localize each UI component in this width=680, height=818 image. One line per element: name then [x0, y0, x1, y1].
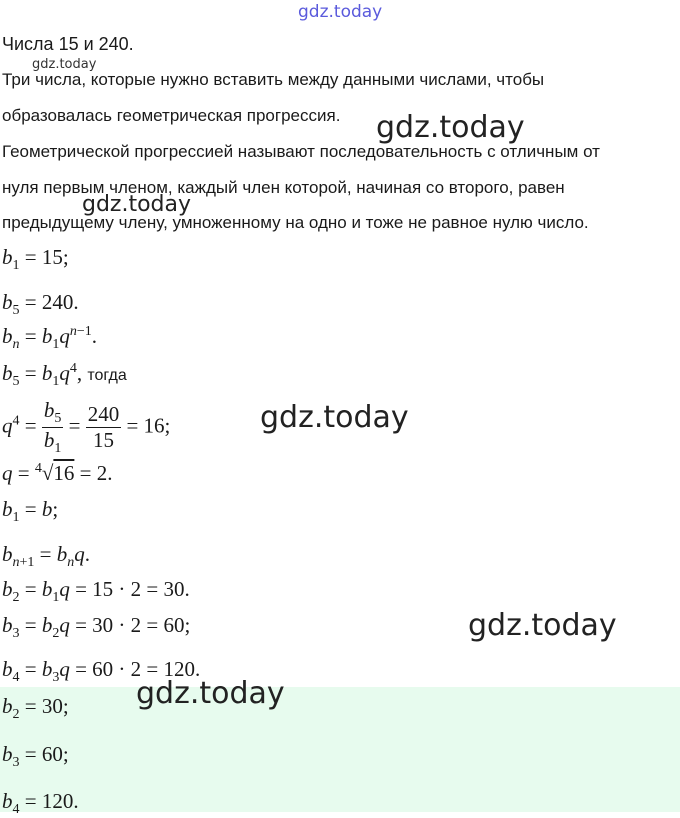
formula-b5-q4: $b_5 = b_1q^4$, тогда: [2, 361, 127, 389]
watermark-3: gdz.today: [260, 400, 409, 435]
formula-bn: $b_n = b_1q^{n-1}$.: [2, 324, 97, 352]
text-line-3: Геометрической прогрессией называют последовательность с отличным от: [2, 142, 600, 161]
formula-b1-b: $b_1 = b$;: [2, 497, 59, 525]
watermark-top: gdz.today: [298, 2, 383, 22]
text-line-1: Три числа, которые нужно вставить между данными числами, чтобы: [2, 70, 545, 89]
text-line-5: предыдущему члену, умноженному на одно и тоже не равное нулю число.: [2, 213, 589, 232]
formula-q4: $q^4$ = $\frac{b_5}{b_1}$ = $\frac{240}{15}$ = 16;: [2, 398, 171, 456]
watermark-5: gdz.today: [136, 676, 285, 711]
watermark-4: gdz.today: [468, 608, 617, 643]
watermark-2: gdz.today: [82, 192, 192, 217]
answer-highlight: [0, 687, 680, 812]
formula-b1: $b_1 = 15$;: [2, 245, 69, 273]
formula-b5: $b_5 = 240$.: [2, 290, 79, 318]
answer-b2: $b_2 = 30$;: [2, 694, 69, 722]
formula-bn1: $b_{n+1} = b_nq$.: [2, 542, 90, 570]
formula-b4: $b_4 = b_3q = 60 \cdot 2 = 120$.: [2, 657, 201, 685]
text-line-2: образовалась геометрическая прогрессия.: [2, 106, 341, 125]
watermark-1: gdz.today: [376, 110, 525, 145]
answer-b4: $b_4 = 120$.: [2, 789, 79, 817]
formula-q: q = $^4$√16 = 2.: [2, 461, 113, 485]
text-line-4: нуля первым членом, каждый член которой, начиная со второго, равен: [2, 178, 565, 197]
formula-b2: $b_2 = b_1q = 15 \cdot 2 = 30$.: [2, 577, 190, 605]
problem-title: Числа 15 и 240.: [2, 34, 134, 54]
formula-b3: $b_3 = b_2q = 30 \cdot 2 = 60$;: [2, 613, 191, 641]
then-word: тогда: [87, 367, 127, 384]
watermark-small: gdz.today: [32, 57, 97, 72]
answer-b3: $b_3 = 60$;: [2, 742, 69, 770]
